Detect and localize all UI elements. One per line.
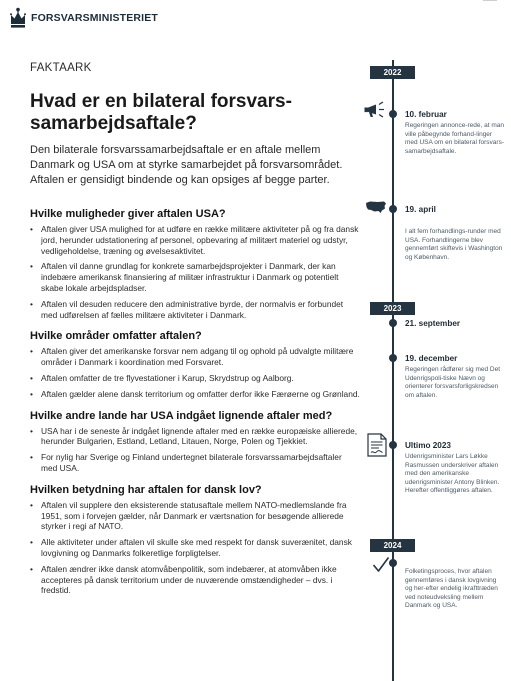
timeline-dot xyxy=(389,205,397,213)
bullet-list xyxy=(30,426,360,474)
list-item: • Aftalen gælder alene dansk territorium og omfatter derfor ikke Færøerne og Grønland. xyxy=(30,389,360,400)
page-header xyxy=(8,5,158,31)
event-date: 19. december xyxy=(405,353,458,363)
year-label-2024: 2024 xyxy=(370,539,415,552)
event-description: Regeringen rådfører sig med Det Udenrigspoli-tiske Nævn og orienterer forsvarsforligskredsen om aftalen. xyxy=(405,366,501,399)
bullet-list xyxy=(30,500,360,596)
timeline-event xyxy=(360,204,511,262)
list-item: • Aftalen vil danne grundlag for konkrete samarbejdsprojekter i Danmark, der kan indebære amerikansk finansiering af militær infrastruktur i Danmark og potentielt skabe lokale arbejdspladser. xyxy=(30,261,360,293)
bullet-list xyxy=(30,224,360,320)
timeline-dot xyxy=(389,319,397,327)
section-heading: Hvilken betydning har aftalen for dansk lov? xyxy=(30,483,262,496)
list-item: • Alle aktiviteter under aftalen vil skulle ske med respekt for dansk suverænitet, dansk lovgivning og Danmarks folkeretlige forpligtelser. xyxy=(30,537,360,559)
list-item: • Aftalen vil supplere den eksisterende statusaftale mellem NATO-medlemslande fra 1951, som i forvejen gælder, når Danmark er værtsnation for besøgende allierede styrker i regi af NATO. xyxy=(30,500,360,532)
event-date: 21. september xyxy=(405,318,461,328)
year-label-2022: 2022 xyxy=(370,66,415,79)
event-date: 19. april xyxy=(405,204,436,214)
year-label-2023: 2023 xyxy=(370,302,415,315)
timeline-event xyxy=(360,353,511,400)
event-description: Udenrigsminister Lars Løkke Rasmussen underskriver aftalen med den amerikanske udenrigsminister Antony Blinken. Herefter offentliggøres aftalen. xyxy=(405,453,500,495)
event-date: Ultimo 2023 xyxy=(405,440,451,450)
section-heading: Hvilke muligheder giver aftalen USA? xyxy=(30,208,226,220)
timeline-dot xyxy=(389,441,397,449)
list-item: • Aftalen ændrer ikke dansk atomvåbenpolitik, som indebærer, at atomvåben ikke accepteres på dansk territorium under de nuværende omstændigheder – dvs. i fredstid. xyxy=(30,564,360,596)
intro-paragraph: Den bilaterale forsvarssamarbejdsaftale er en aftale mellem Danmark og USA om at styrke samarbejdet på forsvarsområdet. Aftalen er gensidigt bindende og kan opsiges af begge parter. xyxy=(30,144,343,186)
event-description: Regeringen annonce-rede, at man ville påbegynde forhand-linger med USA om en bilateral forsvars-samarbejdsaftale. xyxy=(405,122,505,155)
section-heading: Hvilke områder omfatter aftalen? xyxy=(30,330,202,343)
event-date: 10. februar xyxy=(405,109,447,119)
bullet-list xyxy=(30,346,360,399)
timeline-dot xyxy=(389,559,397,567)
brand-wordmark: FORSVARSMINISTERIET xyxy=(31,12,158,24)
timeline-event xyxy=(360,109,511,156)
list-item: • For nylig har Sverige og Finland undertegnet bilaterale forsvarssamarbejdsaftaler med USA. xyxy=(30,452,360,474)
list-item: • Aftalen giver det amerikanske forsvar nem adgang til og ophold på udvalgte militære områder i Danmark i koordination med Forsvaret. xyxy=(30,346,360,368)
timeline xyxy=(360,60,511,681)
list-item: • Aftalen giver USA mulighed for at udføre en række militære aktiviteter på og fra dansk jord, herunder udstationering af personel, opbevaring af militært materiel og udstyr, vedligeholdelse, træning og øvelsesaktivitet. xyxy=(30,224,360,256)
timeline-event xyxy=(360,558,511,611)
crown-logo-icon xyxy=(8,6,28,30)
timeline-dot xyxy=(389,354,397,362)
section-heading: Hvilke andre lande har USA indgået lignende aftaler med? xyxy=(30,409,333,422)
document-kicker: FAKTAARK xyxy=(30,62,92,74)
event-description: Folketingsproces, hvor aftalen gennemføres i dansk lovgivning og her-efter endelig ikrafttræden ved noteudveksling mellem Danmark og USA. xyxy=(405,568,498,610)
page-title: Hvad er en bilateral forsvars-samarbejdsaftale? xyxy=(30,91,292,134)
list-item: • USA har i de seneste år indgået lignende aftaler med en række europæiske allierede, herunder Bulgarien, Estland, Letland, Litauen, Norge, Polen og Tjekkiet. xyxy=(30,426,360,448)
timeline-event xyxy=(360,440,511,496)
fact-sheet-body xyxy=(30,62,360,601)
list-item: • Aftalen vil desuden reducere den administrative byrde, der normalvis er forbundet med udførelsen af fælles militære aktiviteter i Danmark. xyxy=(30,299,360,321)
timeline-event xyxy=(360,318,511,328)
top-accent-strip xyxy=(0,0,511,4)
list-item: • Aftalen omfatter de tre flyvestationer i Karup, Skrydstrup og Aalborg. xyxy=(30,373,360,384)
timeline-dot xyxy=(389,110,397,118)
event-description: I alt fem forhandlings-runder med USA. Forhandlingerne blev gennemført skiftevis i Washington og København. xyxy=(405,228,503,261)
